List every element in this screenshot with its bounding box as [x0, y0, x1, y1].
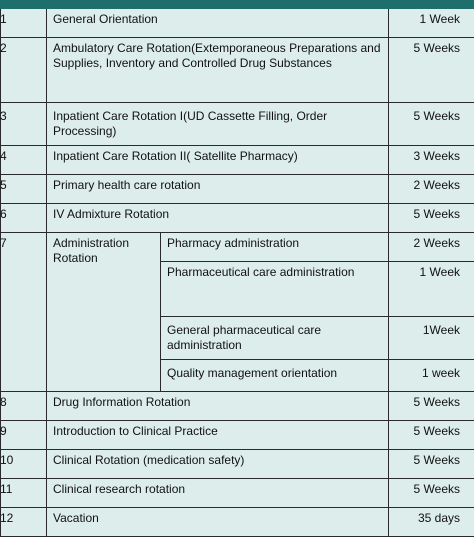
header-cell: [47, 1, 389, 9]
header-cell: [389, 1, 474, 9]
rotation-duration: 1 Week: [389, 9, 474, 38]
sub-rotation-duration: 1 Week: [389, 262, 474, 317]
rotation-number: 3: [1, 103, 47, 146]
table-row: [1, 204, 474, 233]
table-row: [1, 392, 474, 421]
rotation-number: 7: [1, 233, 47, 392]
rotation-duration: 5 Weeks: [389, 204, 474, 233]
rotation-number: 5: [1, 175, 47, 204]
rotation-duration: 5 Weeks: [389, 450, 474, 479]
rotation-number: 6: [1, 204, 47, 233]
table-row: [1, 450, 474, 479]
table-row: [1, 175, 474, 204]
table-row: [1, 479, 474, 508]
rotation-number: 9: [1, 421, 47, 450]
sub-rotation-name: Quality management orientation: [161, 360, 389, 392]
rotation-number: 12: [1, 508, 47, 537]
table-row: [1, 233, 474, 262]
rotation-duration: 3 Weeks: [389, 146, 474, 175]
rotation-duration: 2 Weeks: [389, 175, 474, 204]
rotation-name: Introduction to Clinical Practice: [47, 421, 389, 450]
rotation-duration: 5 Weeks: [389, 421, 474, 450]
rotation-name: Clinical research rotation: [47, 479, 389, 508]
rotation-name: Inpatient Care Rotation I(UD Cassette Filling, Order Processing): [47, 103, 389, 146]
table-row: [1, 38, 474, 103]
rotation-number: 1: [1, 9, 47, 38]
table-header-bar: [1, 1, 474, 9]
rotation-name: IV Admixture Rotation: [47, 204, 389, 233]
rotation-number: 11: [1, 479, 47, 508]
rotation-name: Vacation: [47, 508, 389, 537]
rotation-name: General Orientation: [47, 9, 389, 38]
rotation-duration: 5 Weeks: [389, 479, 474, 508]
rotation-name: Ambulatory Care Rotation(Extemporaneous Preparations and Supplies, Inventory and Controlled Drug Substances: [47, 38, 389, 103]
rotation-number: 2: [1, 38, 47, 103]
table-row: [1, 146, 474, 175]
sub-rotation-duration: 2 Weeks: [389, 233, 474, 262]
sub-rotation-name: Pharmacy administration: [161, 233, 389, 262]
table-row: [1, 9, 474, 38]
rotation-number: 8: [1, 392, 47, 421]
sub-rotation-name: General pharmaceutical care administration: [161, 317, 389, 360]
rotation-name: Drug Information Rotation: [47, 392, 389, 421]
rotation-number: 4: [1, 146, 47, 175]
rotation-number: 10: [1, 450, 47, 479]
sub-rotation-name: Pharmaceutical care administration: [161, 262, 389, 317]
rotation-duration: 5 Weeks: [389, 392, 474, 421]
rotation-duration: 35 days: [389, 508, 474, 537]
rotation-name: Primary health care rotation: [47, 175, 389, 204]
table-row: [1, 508, 474, 537]
rotation-duration: 5 Weeks: [389, 103, 474, 146]
rotation-name: Administration Rotation: [47, 233, 161, 392]
table-row: [1, 103, 474, 146]
rotation-name: Clinical Rotation (medication safety): [47, 450, 389, 479]
header-cell: [1, 1, 47, 9]
rotation-duration: 5 Weeks: [389, 38, 474, 103]
rotation-name: Inpatient Care Rotation II( Satellite Pharmacy): [47, 146, 389, 175]
sub-rotation-duration: 1Week: [389, 317, 474, 360]
sub-rotation-duration: 1 week: [389, 360, 474, 392]
table-row: [1, 421, 474, 450]
